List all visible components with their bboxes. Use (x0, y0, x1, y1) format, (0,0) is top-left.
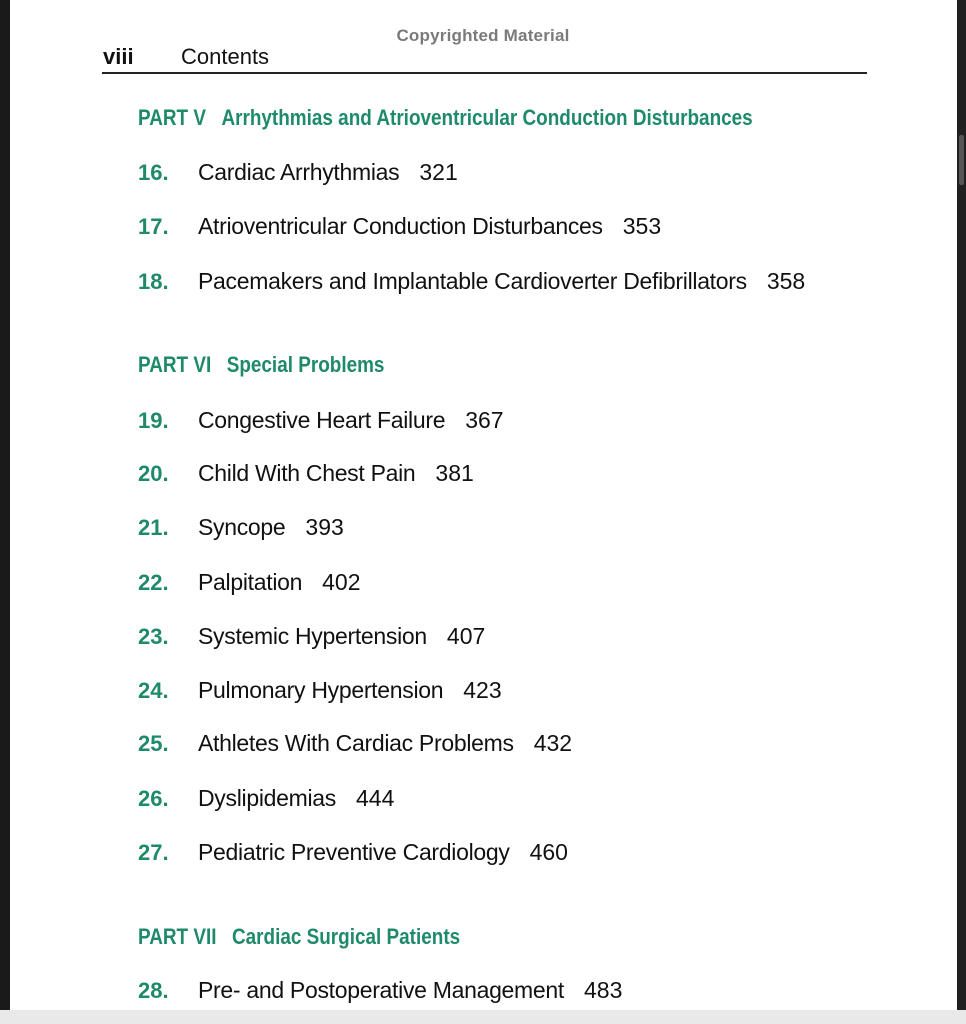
chapter-title: Pulmonary Hypertension (198, 677, 444, 703)
chapter-page: 358 (766, 268, 806, 294)
chapter-title: Child With Chest Pain (198, 460, 416, 486)
chapter-title: Syncope (198, 514, 286, 540)
chapter-number: 20. (138, 461, 169, 486)
scrollbar-thumb[interactable] (959, 135, 964, 185)
chapter-title: Dyslipidemias (198, 785, 336, 811)
running-head-title: Contents (181, 44, 270, 69)
chapter-title: Athletes With Cardiac Problems (198, 730, 514, 756)
chapter-number: 28. (138, 978, 169, 1003)
chapter-number: 25. (138, 731, 169, 756)
chapter-page: 407 (446, 623, 486, 649)
chapter-number: 23. (138, 624, 169, 649)
part-title: Special Problems (226, 352, 385, 377)
chapter-number: 19. (138, 408, 169, 433)
chapter-page: 460 (529, 839, 568, 865)
part-label: PART VII (138, 924, 217, 949)
part-label: PART V (138, 105, 206, 130)
chapter-title: Pre- and Postoperative Management (198, 977, 564, 1003)
chapter-number: 17. (138, 214, 169, 239)
chapter-page: 321 (419, 159, 458, 185)
part-heading (138, 105, 753, 131)
toc-entry[interactable] (138, 268, 805, 295)
toc-entry[interactable] (138, 213, 661, 240)
part-title: Cardiac Surgical Patients (231, 924, 461, 949)
chapter-title: Cardiac Arrhythmias (198, 159, 400, 185)
toc-entry[interactable] (138, 785, 394, 812)
chapter-number: 22. (138, 570, 169, 595)
chapter-page: 402 (322, 569, 361, 595)
chapter-page: 353 (622, 213, 662, 239)
part-heading (138, 924, 460, 950)
chapter-number: 27. (138, 840, 169, 865)
chapter-title: Pediatric Preventive Cardiology (198, 839, 510, 865)
toc-entry[interactable] (138, 460, 474, 487)
bottom-strip (0, 1010, 966, 1024)
part-heading (138, 352, 384, 378)
chapter-title: Congestive Heart Failure (198, 407, 446, 433)
toc-entry[interactable] (138, 839, 568, 866)
chapter-page: 444 (355, 785, 395, 811)
chapter-title: Palpitation (198, 569, 303, 595)
chapter-number: 18. (138, 269, 169, 294)
toc-entry[interactable] (138, 977, 622, 1004)
part-title: Arrhythmias and Atrioventricular Conduction Disturbances (221, 105, 753, 130)
toc-entry[interactable] (138, 677, 502, 704)
toc-entry[interactable] (138, 514, 344, 541)
chapter-page: 393 (305, 514, 344, 540)
page-number: viii (103, 44, 134, 69)
chapter-title: Systemic Hypertension (198, 623, 427, 649)
header-rule (102, 72, 867, 74)
part-label: PART VI (138, 352, 212, 377)
chapter-title: Pacemakers and Implantable Cardioverter Defibrillators (198, 268, 747, 294)
toc-entry[interactable] (138, 730, 572, 757)
chapter-number: 26. (138, 786, 169, 811)
chapter-number: 21. (138, 515, 169, 540)
watermark: Copyrighted Material (396, 26, 570, 45)
chapter-page: 367 (465, 407, 504, 433)
chapter-number: 24. (138, 678, 169, 703)
toc-entry[interactable] (138, 159, 458, 186)
chapter-page: 432 (533, 730, 573, 756)
chapter-title: Atrioventricular Conduction Disturbances (198, 213, 603, 239)
chapter-number: 16. (138, 160, 169, 185)
toc-entry[interactable] (138, 623, 485, 650)
toc-entry[interactable] (138, 569, 360, 596)
scrollbar[interactable] (957, 0, 966, 1010)
chapter-page: 423 (463, 677, 502, 703)
toc-entry[interactable] (138, 407, 504, 434)
running-head (103, 44, 269, 70)
chapter-page: 483 (583, 977, 623, 1003)
chapter-page: 381 (435, 460, 474, 486)
